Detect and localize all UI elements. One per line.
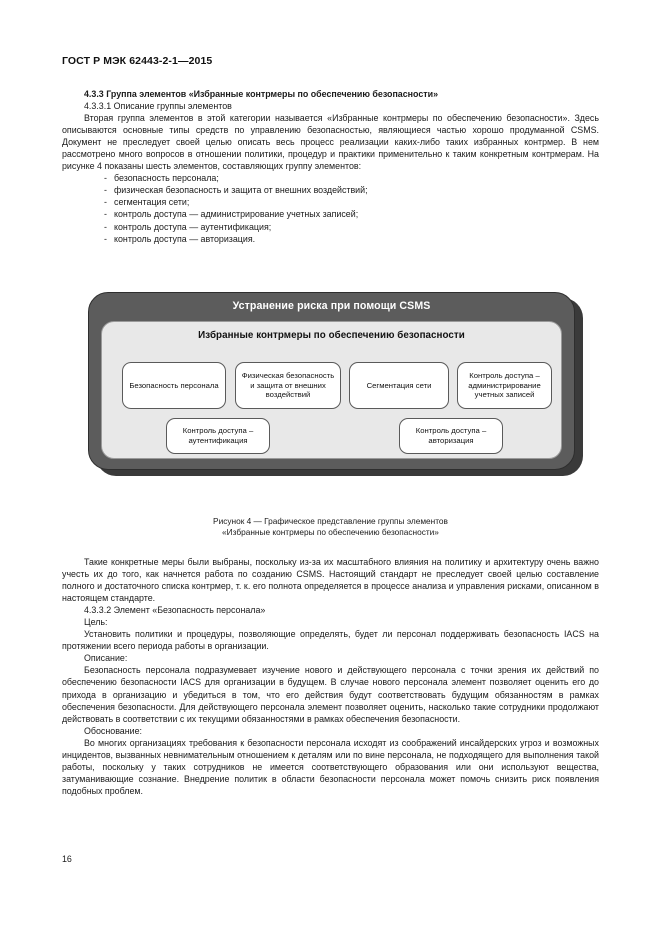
bottom-paragraph-1: Такие конкретные меры были выбраны, поскольку из-за их масштабного влияния на политику и архитектуру очень важно учесть их до того, как начнется работа по созданию CSMS. Настоящий стандарт не преследует своей целью составление полного и достаточного списка контрмер, т. к. его полнота определяется в процессе анализа и управления рисками, описанном в настоящем стандарте. <box>62 557 599 604</box>
diagram-box-access-control-account-admin: Контроль доступа – администрирование учетных записей <box>457 362 552 409</box>
diagram-box-access-control-authorization: Контроль доступа – авторизация <box>399 418 503 454</box>
figure-caption-line-2: «Избранные контрмеры по обеспечению безопасности» <box>222 527 439 538</box>
label-description: Описание: <box>84 653 128 664</box>
bottom-subheading-1: 4.3.3.2 Элемент «Безопасность персонала» <box>84 605 266 616</box>
section-subheading: 4.3.3.1 Описание группы элементов <box>84 101 232 112</box>
section-paragraph-1: Вторая группа элементов в этой категории называется «Избранные контрмеры по обеспечению безопасности». Здесь описываются основные типы средств по управлению безопасностью, являющиеся частью хорошо продуманной CSMS. Документ не преследует своей целью описать весь процесс реализации каких-либо таких избранных контрмер. В нем рассмотрено много вопросов в отношении политики, процедур и практики применительно к таким конкретным контрмерам. На рисунке 4 показаны шесть элементов, составляющих группу элементов: <box>62 113 599 172</box>
list-dash: - <box>104 173 107 184</box>
diagram-inner-panel <box>101 321 562 459</box>
diagram-box-personnel-security: Безопасность персонала <box>122 362 226 409</box>
diagram-box-physical-security: Физическая безопасность и защита от внешних воздействий <box>235 362 341 409</box>
list-dash: - <box>104 209 107 220</box>
diagram-outer-title: Устранение риска при помощи CSMS <box>232 300 431 312</box>
page-number: 16 <box>62 854 72 864</box>
lower-text-column <box>62 556 599 797</box>
list-item-label: контроль доступа — авторизация. <box>114 233 256 244</box>
list-item-label: контроль доступа — администрирование учетных записей; <box>114 209 359 220</box>
list-item-label: безопасность персонала; <box>114 173 219 184</box>
list-item <box>62 221 599 233</box>
figure-caption <box>0 516 661 539</box>
list-item-label: физическая безопасность и защита от внешних воздействий; <box>114 185 368 196</box>
list-dash: - <box>104 221 107 232</box>
list-item <box>62 184 599 196</box>
list-item <box>62 196 599 208</box>
running-header: ГОСТ Р МЭК 62443-2-1—2015 <box>62 55 213 67</box>
paragraph-rationale: Во многих организациях требования к безопасности персонала исходят из соображений инсайдерских угроз и возможных инцидентов, вызванных невнимательным отношением к деталям или по вине персонала, не подходящего для выполнения такой работы, поскольку у таких сотрудников не имеется соответствующего образования или они используют вещества, затуманивающие сознание. Внедрение политик в области безопасности персонала может помочь снизить риск появления подобных проблем. <box>62 737 599 796</box>
list-item <box>62 172 599 184</box>
list-dash: - <box>104 233 107 244</box>
list-dash: - <box>104 197 107 208</box>
paragraph-goal: Установить политики и процедуры, позволяющие определять, будет ли персонал поддерживать безопасность IACS на протяжении всего периода работы в организации. <box>62 629 599 652</box>
diagram-box-network-segmentation: Сегментация сети <box>349 362 449 409</box>
element-list <box>62 172 599 244</box>
label-rationale: Обоснование: <box>84 725 143 736</box>
section-heading: 4.3.3 Группа элементов «Избранные контрмеры по обеспечению безопасности» <box>84 89 439 99</box>
list-item <box>62 233 599 245</box>
list-item-label: контроль доступа — аутентификация; <box>114 221 272 232</box>
diagram-outer-container <box>88 292 575 470</box>
upper-text-column <box>62 88 599 245</box>
list-dash: - <box>104 185 107 196</box>
list-item-label: сегментация сети; <box>114 197 190 208</box>
paragraph-description: Безопасность персонала подразумевает изучение нового и действующего персонала с точки зрения их действий по обеспечению безопасности IACS для организации в будущем. В случае нового персонала элемент позволяет оценить его до прихода в организацию и убедиться в том, что его действия будут соответствовать будущим обязанностям в рамках обеспечения безопасности. Для действующего персонала элемент позволяет оценить, насколько такие сотрудники продолжают действовать в соответствии с их текущими обязанностями в рамках обеспечения безопасности. <box>62 665 599 724</box>
diagram-box-access-control-authentication: Контроль доступа – аутентификация <box>166 418 270 454</box>
list-item <box>62 208 599 220</box>
diagram-inner-title: Избранные контрмеры по обеспечению безопасности <box>198 330 465 341</box>
label-goal: Цель: <box>84 617 108 628</box>
figure-caption-line-1: Рисунок 4 — Графическое представление группы элементов <box>213 516 448 526</box>
